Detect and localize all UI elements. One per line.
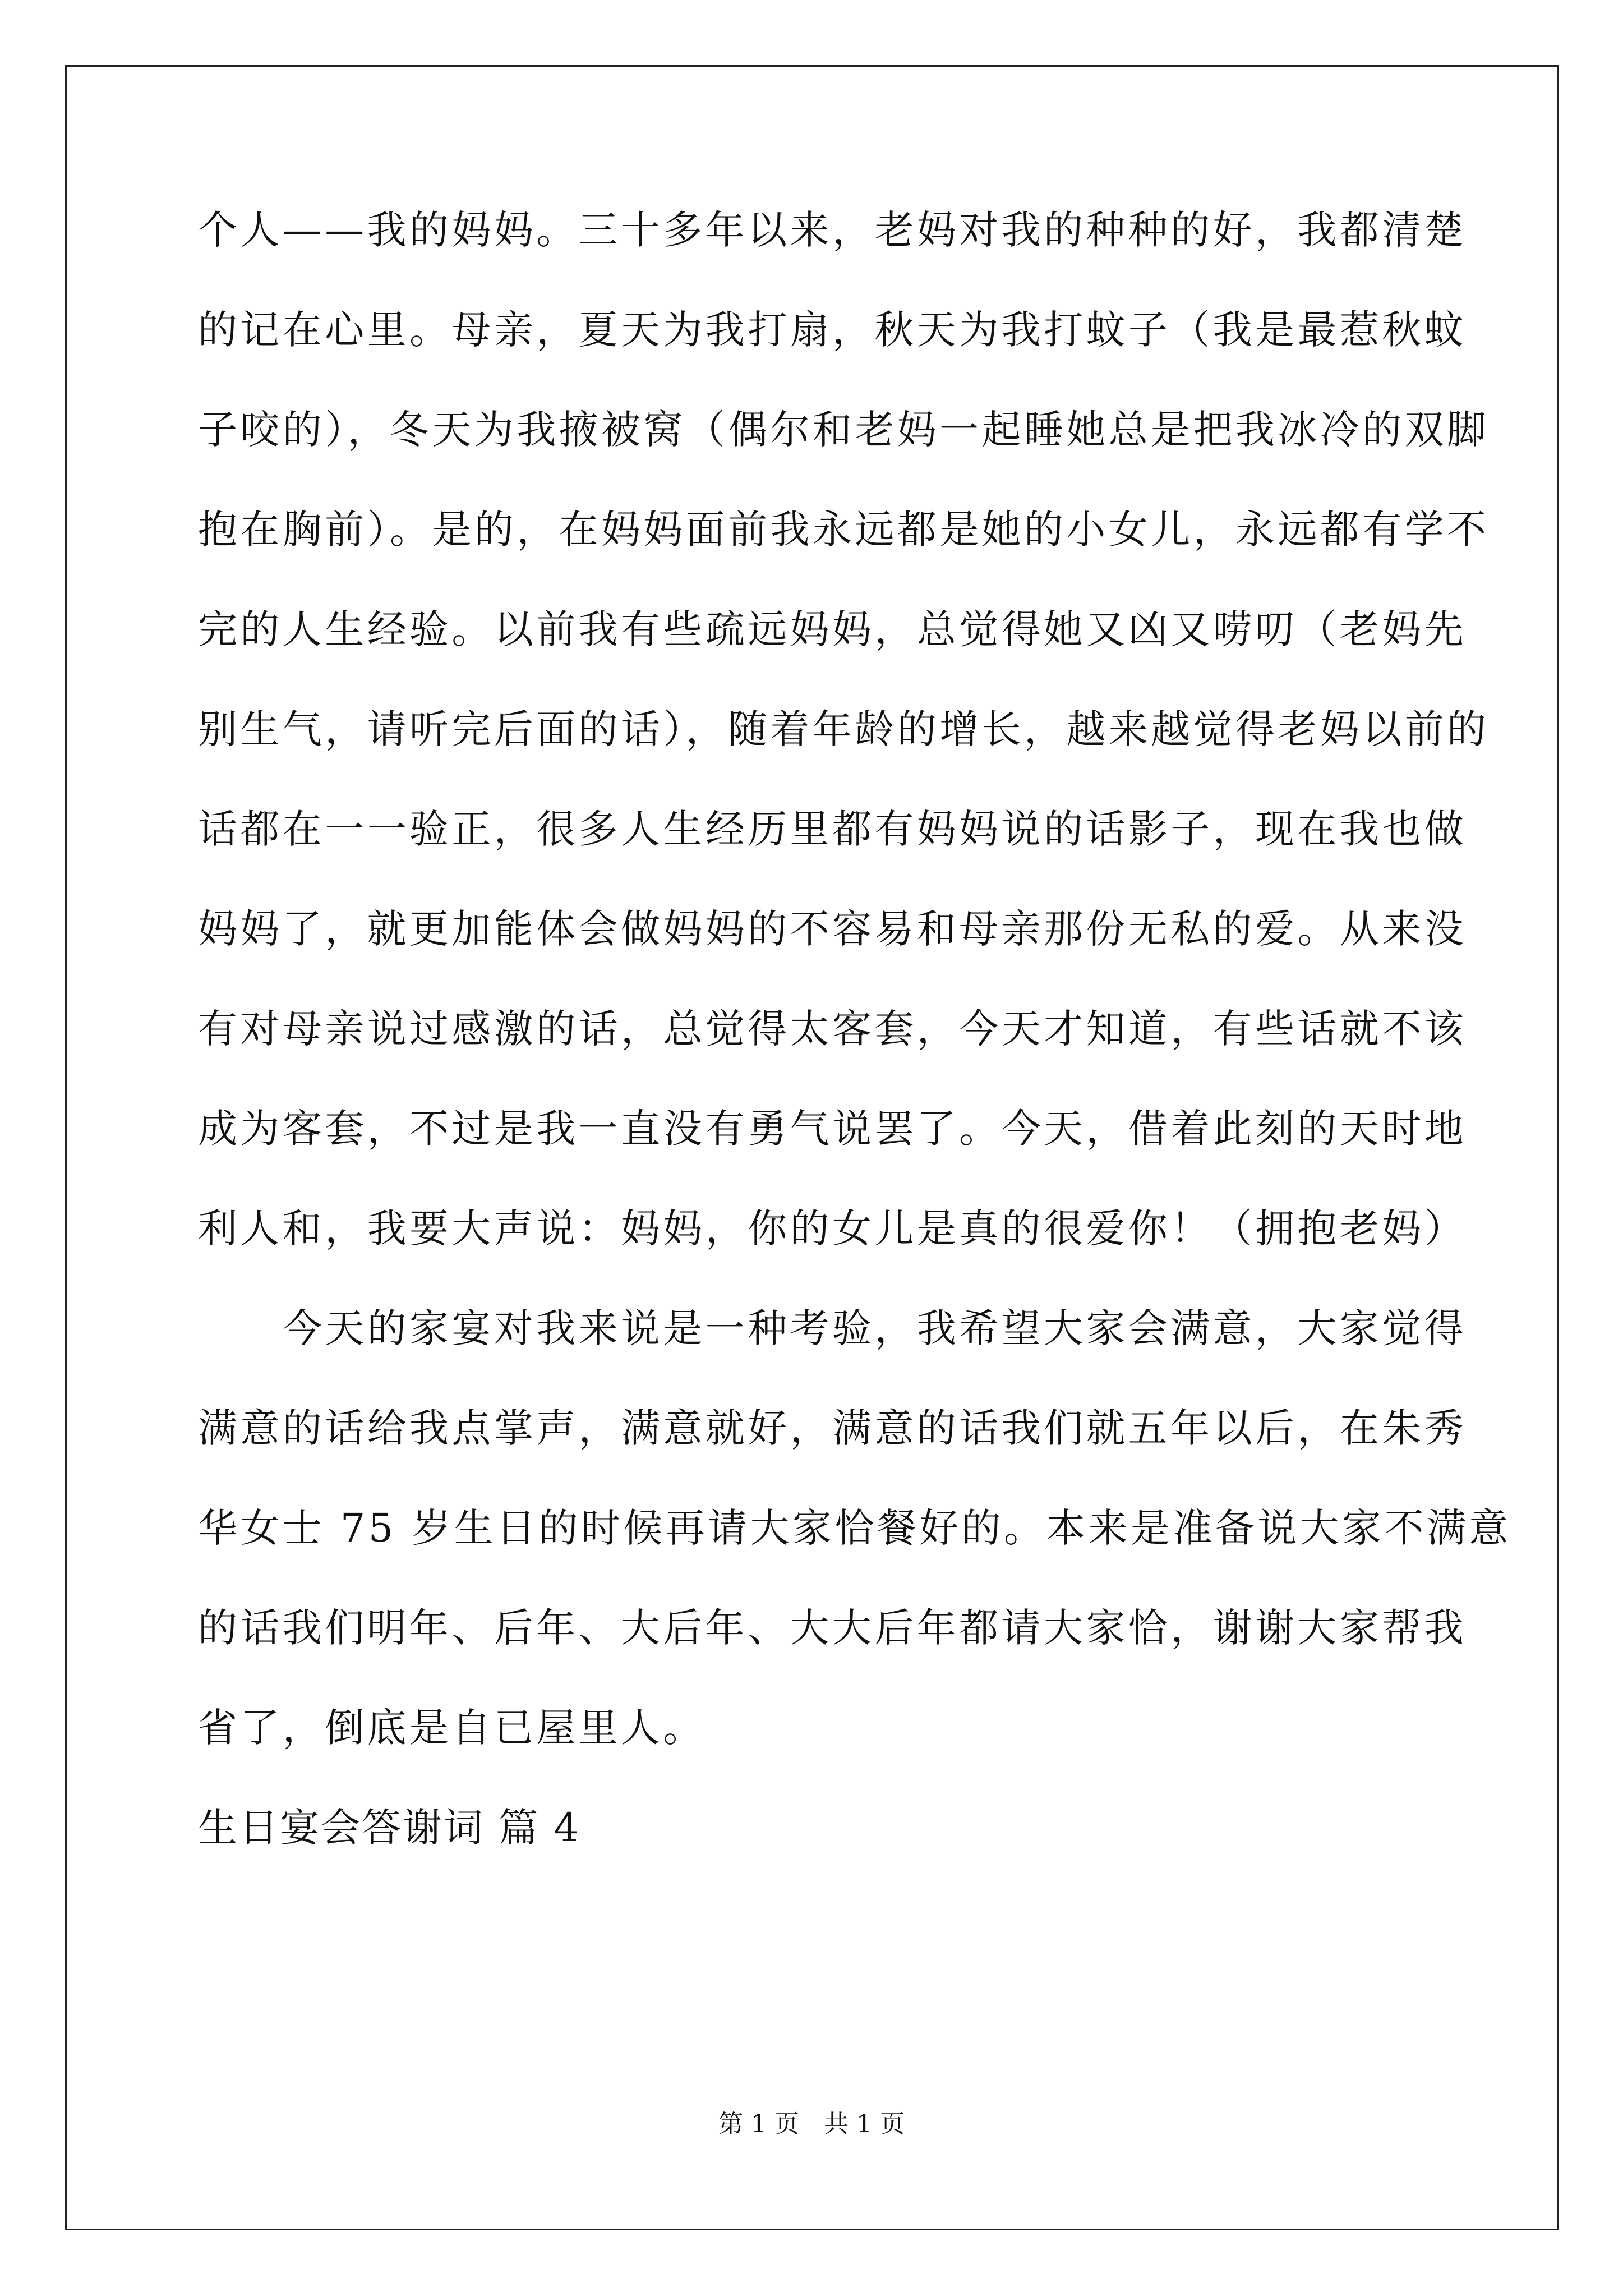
text-line-13: 满意的话给我点掌声，满意就好，满意的话我们就五年以后，在朱秀: [198, 1405, 1467, 1451]
text-line-8: 妈妈了，就更加能体会做妈妈的不容易和母亲那份无私的爱。从来没: [198, 906, 1467, 952]
text-line-6: 别生气，请听完后面的话），随着年龄的增长，越来越觉得老妈以前的: [198, 706, 1490, 752]
text-line-3: 子咬的），冬天为我掖被窝（偶尔和老妈一起睡她总是把我冰冷的双脚: [198, 407, 1490, 453]
text-line-9: 有对母亲说过感激的话，总觉得太客套，今天才知道，有些话就不该: [198, 1006, 1467, 1052]
text-line-7: 话都在一一验正，很多人生经历里都有妈妈说的话影子，现在我也做: [198, 806, 1467, 852]
section-heading: 生日宴会答谢词 篇 4: [198, 1805, 581, 1851]
text-line-5: 完的人生经验。以前我有些疏远妈妈，总觉得她又凶又唠叨（老妈先: [198, 606, 1467, 652]
text-line-11: 利人和，我要大声说：妈妈，你的女儿是真的很爱你！（拥抱老妈）: [198, 1205, 1467, 1251]
text-line-16: 省了，倒底是自已屋里人。: [198, 1705, 706, 1751]
text-line-4: 抱在胸前）。是的，在妈妈面前我永远都是她的小女儿，永远都有学不: [198, 507, 1490, 553]
text-line-14: 华女士 75 岁生日的时候再请大家恰餐好的。本来是准备说大家不满意: [198, 1505, 1511, 1551]
text-line-10: 成为客套，不过是我一直没有勇气说罢了。今天，借着此刻的天时地: [198, 1106, 1467, 1152]
text-line-1: 个人——我的妈妈。三十多年以来，老妈对我的种种的好，我都清楚: [198, 207, 1467, 253]
text-line-15: 的话我们明年、后年、大后年、大大后年都请大家恰，谢谢大家帮我: [198, 1605, 1467, 1651]
text-line-12: 今天的家宴对我来说是一种考验，我希望大家会满意，大家觉得: [198, 1305, 1467, 1351]
page-footer: 第 1 页 共 1 页: [718, 2110, 905, 2138]
text-line-2: 的记在心里。母亲，夏天为我打扇，秋天为我打蚊子（我是最惹秋蚊: [198, 307, 1467, 353]
